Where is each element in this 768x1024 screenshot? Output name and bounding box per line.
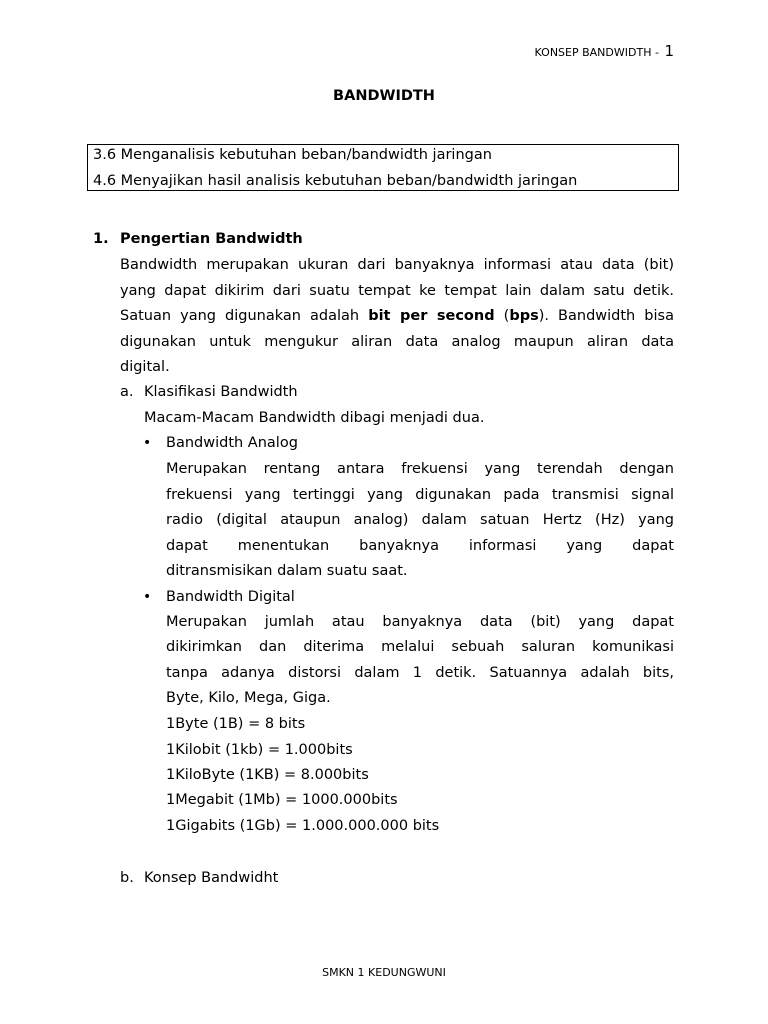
competency-3-6: 3.6 Menganalisis kebutuhan beban/bandwidth jaringan [93,147,492,163]
unit-line: 1Byte (1B) = 8 bits [166,716,306,732]
page-header [535,43,674,61]
bullet-title: Bandwidth Analog [166,435,298,451]
paragraph-text: ). Bandwidth bisa [538,308,674,324]
bullet-icon: • [143,589,152,605]
unit-line: 1KiloByte (1KB) = 8.000bits [166,767,369,783]
paragraph-line: tanpa adanya distorsi dalam 1 detik. Satuannya adalah bits, [166,665,674,681]
subsection-label: b. [120,870,134,886]
document-title: BANDWIDTH [333,88,435,104]
subsection-title: Konsep Bandwidht [144,870,279,886]
paragraph-line: ditransmisikan dalam suatu saat. [166,563,408,579]
paragraph-line: dikirimkan dan diterima melalui sebuah saluran komunikasi [166,639,674,655]
competency-4-6: 4.6 Menyajikan hasil analisis kebutuhan beban/bandwidth jaringan [93,173,578,189]
paragraph-line: radio (digital ataupun analog) dalam satuan Hertz (Hz) yang [166,512,674,528]
unit-line: 1Megabit (1Mb) = 1000.000bits [166,792,398,808]
paragraph-text: ( [494,308,510,324]
header-title: KONSEP BANDWIDTH [534,46,652,59]
bullet-title: Bandwidth Digital [166,589,295,605]
paragraph-line: Bandwidth merupakan ukuran dari banyaknya informasi atau data (bit) [120,257,674,273]
competency-box [87,144,679,191]
subsection-label: a. [120,384,134,400]
subsection-intro: Macam-Macam Bandwidth dibagi menjadi dua. [144,410,485,426]
bold-term: bit per second [368,308,495,324]
page-footer: SMKN 1 KEDUNGWUNI [322,966,446,979]
paragraph-line: dapat menentukan banyaknya informasi yang dapat [166,538,674,554]
paragraph-text: Satuan yang digunakan adalah [120,308,369,324]
bold-term: bps [509,308,539,324]
paragraph-line: yang dapat dikirim dari suatu tempat ke tempat lain dalam satu detik. [120,283,674,299]
paragraph-line: frekuensi yang tertinggi yang digunakan pada transmisi signal [166,487,674,503]
paragraph-line: Merupakan jumlah atau banyaknya data (bit) yang dapat [166,614,674,630]
paragraph-line [120,307,674,325]
paragraph-line: digunakan untuk mengukur aliran data analog maupun aliran data [120,334,674,350]
unit-line: 1Kilobit (1kb) = 1.000bits [166,742,353,758]
unit-line: 1Gigabits (1Gb) = 1.000.000.000 bits [166,818,440,834]
paragraph-line: Merupakan rentang antara frekuensi yang terendah dengan [166,461,674,477]
header-separator: - [654,46,659,59]
section-heading: Pengertian Bandwidth [120,231,303,247]
bullet-icon: • [143,435,152,451]
section-number: 1. [93,231,109,247]
subsection-title: Klasifikasi Bandwidth [144,384,298,400]
paragraph-line: digital. [120,359,170,375]
page-number: 1 [664,42,674,60]
paragraph-line: Byte, Kilo, Mega, Giga. [166,690,331,706]
